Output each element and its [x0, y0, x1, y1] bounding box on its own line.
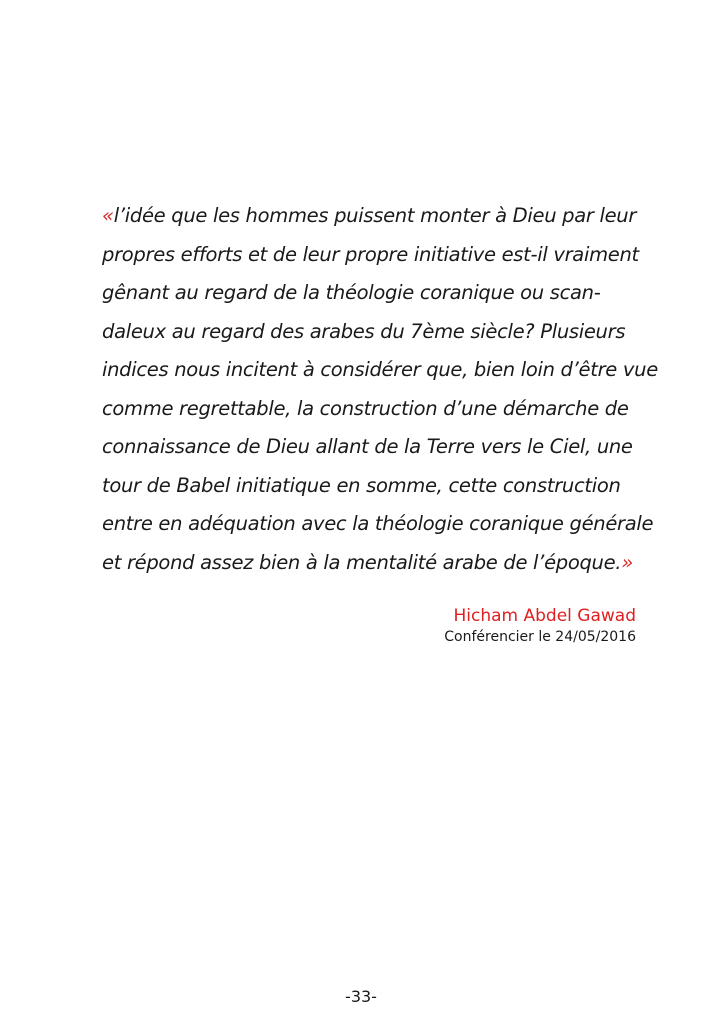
author-name: Hicham Abdel Gawad	[453, 606, 636, 626]
opening-guillemet: «	[102, 204, 114, 227]
closing-guillemet: »	[621, 550, 633, 574]
quote-line-text: l’idée que les hommes puissent monter à Dieu par leur	[113, 204, 637, 227]
quote-block	[102, 197, 662, 582]
author-role: Conférencier le 24/05/2016	[444, 629, 636, 645]
quote-line-text: et répond assez bien à la mentalité arabe de l’époque.	[102, 550, 622, 574]
quote-line: connaissance de Dieu allant de la Terre vers le Ciel, une	[102, 435, 633, 458]
page-number: -33-	[345, 987, 377, 1006]
quote-line: indices nous incitent à considérer que, bien loin d’être vue	[102, 358, 658, 381]
quote-line: tour de Babel initiatique en somme, cette construction	[102, 473, 621, 497]
quote-line: propres efforts et de leur propre initiative est-il vraiment	[102, 242, 639, 266]
quote-line: comme regrettable, la construction d’une démarche de	[102, 396, 629, 420]
quote-line	[102, 544, 662, 583]
quote-line	[102, 197, 662, 236]
quote-line: gênant au regard de la théologie coranique ou scan-	[102, 281, 601, 304]
attribution	[444, 605, 636, 647]
quote-line: entre en adéquation avec la théologie coranique générale	[102, 512, 654, 535]
quote-line: daleux au regard des arabes du 7ème siècle? Plusieurs	[102, 319, 626, 343]
